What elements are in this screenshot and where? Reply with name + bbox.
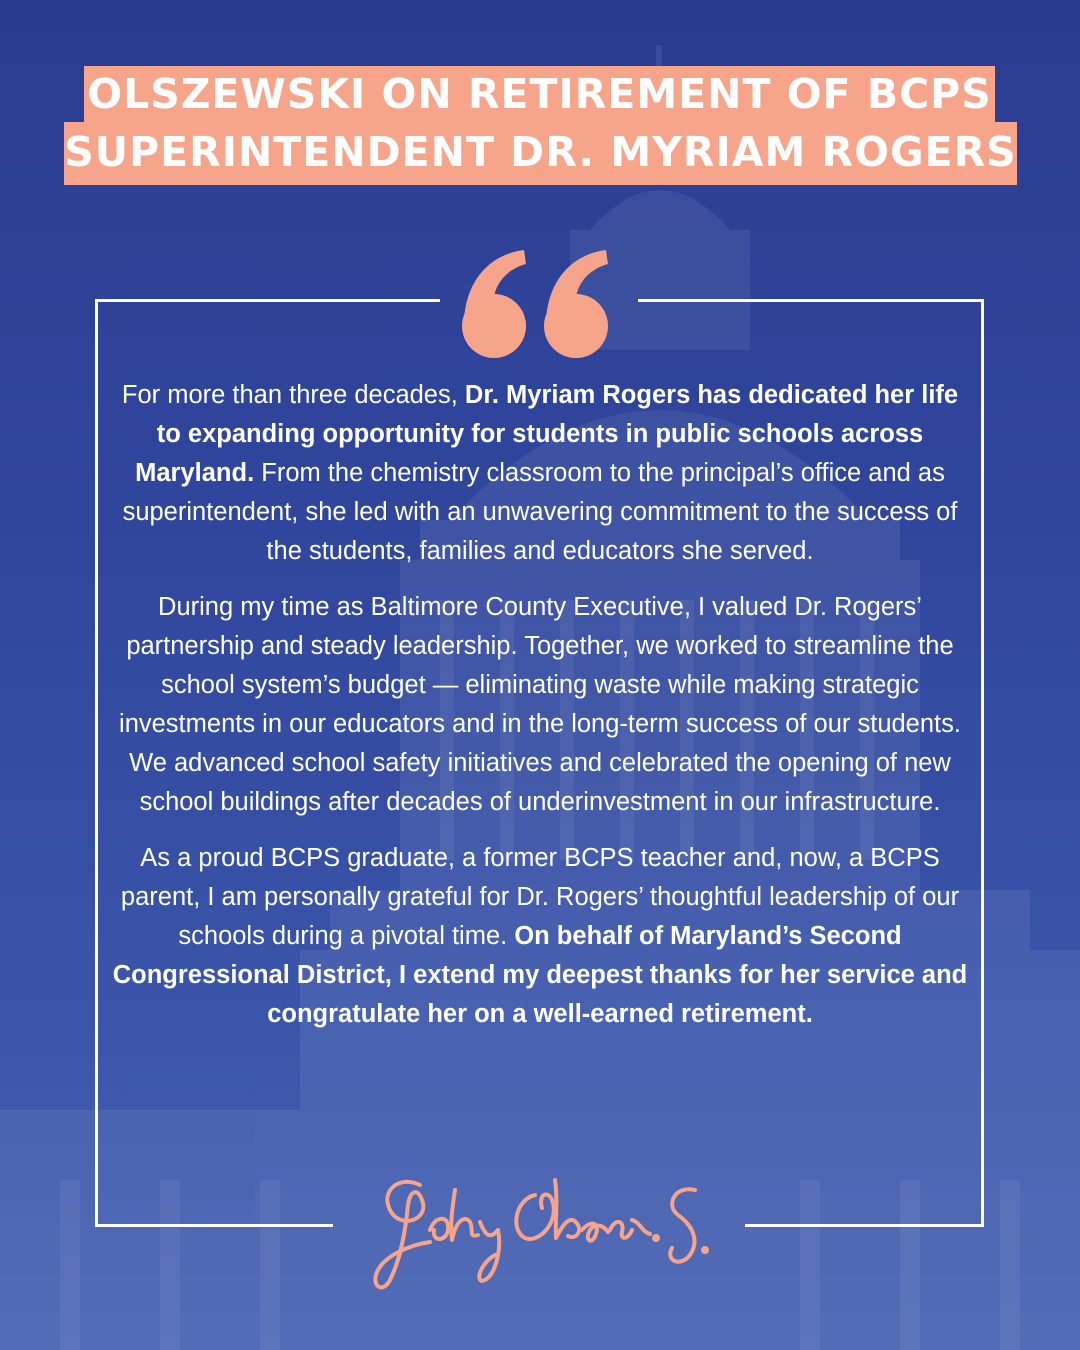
title-line-1: OLSZEWSKI ON RETIREMENT OF BCPS <box>84 66 995 124</box>
frame-top-right <box>638 299 984 302</box>
quote-p1-text-end: From the chemistry classroom to the principal’s office and as superintendent, she led with an unwavering commitment to the success of the students, families and educators she served. <box>122 459 958 565</box>
quote-p1-text: For more than three decades, <box>121 381 465 409</box>
quote-body <box>110 376 970 1051</box>
frame-left <box>95 299 98 1227</box>
quote-paragraph-2: During my time as Baltimore County Executive, I valued Dr. Rogers’ partnership and steady leadership. Together, we worked to streamline the school system’s budget — eliminating waste while making strategic investments in our educators and in the long-term success of our students. We advanced school safety initiatives and celebrated the opening of new school buildings after decades of underinvestment in our infrastructure. <box>119 593 961 816</box>
frame-top-left <box>95 299 440 302</box>
quote-p3-text: As a proud BCPS graduate, a former BCPS teacher and, now, a BCPS parent, I am personally grateful for Dr. Rogers’ thoughtful leadership of our schools during a pivotal time. <box>120 844 960 950</box>
open-quote-icon <box>456 240 626 365</box>
frame-right <box>981 299 984 1227</box>
signature-image <box>360 1160 730 1300</box>
title-line-2: SUPERINTENDENT DR. MYRIAM ROGERS <box>64 122 1017 185</box>
quote-paragraph-1 <box>110 376 970 571</box>
frame-bottom-left <box>95 1224 333 1227</box>
frame-bottom-right <box>745 1224 984 1227</box>
quote-paragraph-3 <box>110 839 970 1034</box>
quote-p3-emphasis: On behalf of Maryland’s Second Congressional District, I extend my deepest thanks for her service and congratulate her on a well-earned retirement. <box>112 922 968 1028</box>
quote-p1-emphasis: Dr. Myriam Rogers has dedicated her life to expanding opportunity for students in public schools across Maryland. <box>135 381 959 487</box>
